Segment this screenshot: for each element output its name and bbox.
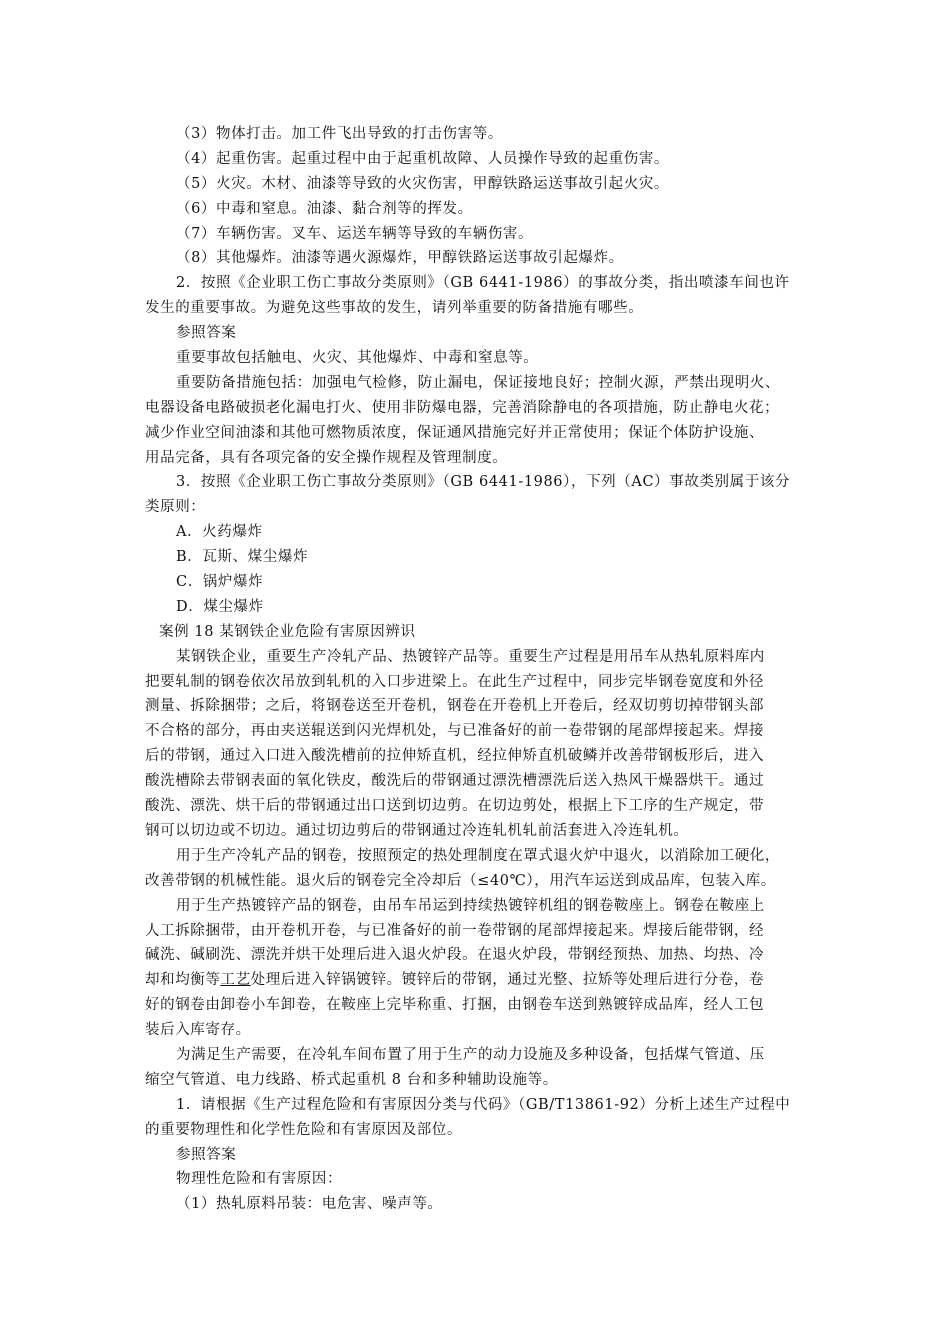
text-line: 重要事故包括触电、火灾、其他爆炸、中毒和窒息等。 [176,350,539,367]
text-line: 把要轧制的钢卷依次吊放到轧机的入口步进梁上。在此生产过程中，同步完毕钢卷宽度和外径 [145,673,765,690]
text-line: 重要防备措施包括：加强电气检修，防止漏电，保证接地良好；控制火源，严禁出现明火、 [176,374,780,391]
text-fragment: 处理后进入锌锅镀锌。镀锌后的带钢，通过光整、拉矫等处理后进行分卷，卷 [250,972,765,989]
text-line: 测量、拆除捆带；之后，将钢卷送至开卷机，钢卷在开卷机上开卷后，经双切剪切掉带钢头部 [145,698,765,715]
question-line: 的重要物理性和化学性危险和有害原因及部位。 [145,1121,463,1138]
option-a: A．火药爆炸 [176,524,263,541]
text-line: （5）火灾。木材、油漆等导致的火灾伤害，甲醇铁路运送事故引起火灾。 [176,175,670,192]
text-line: 物理性危险和有害原因： [176,1171,343,1188]
text-line: 酸洗、漂洗、烘干后的带钢通过出口送到切边剪。在切边剪处，根据上下工序的生产规定，带 [145,798,765,815]
text-line: 钢可以切边或不切边。通过切边剪后的带钢通过冷连轧机轧前活套进入冷连轧机。 [145,822,689,839]
question-line: 1．请根据《生产过程危险和有害原因分类与代码》（GB/T13861-92）分析上述生产过程中 [176,1096,791,1113]
case-heading: 案例 18 某钢铁企业危险有害原因辨识 [159,623,416,640]
question-line: 3．按照《企业职工伤亡事故分类原则》（GB 6441-1986），下列（AC）事故类别属于该分 [176,474,791,491]
text-line: 电器设备电路破损老化漏电打火、使用非防爆电器，完善消除静电的各项措施，防止静电火花； [145,399,780,416]
text-line: 用品完备，具有各项完备的安全操作规程及管理制度。 [145,449,508,466]
text-line: 某钢铁企业，重要生产冷轧产品、热镀锌产品等。重要生产过程是用吊车从热轧原料库内 [176,648,765,665]
answer-heading: 参照答案 [176,325,237,342]
question-line: 2．按照《企业职工伤亡事故分类原则》（GB 6441-1986）的事故分类，指出喷漆车间也许 [176,275,790,292]
text-line: 酸洗槽除去带钢表面的氧化铁皮，酸洗后的带钢通过漂洗槽漂洗后送入热风干燥器烘干。通过 [145,773,765,790]
text-line: （3）物体打击。加工件飞出导致的打击伤害等。 [176,126,503,142]
option-b: B．瓦斯、煤尘爆炸 [176,549,309,566]
text-line: 装后入库寄存。 [145,1022,251,1039]
text-line: 改善带钢的机械性能。退火后的钢卷完全冷却后（≤40℃），用汽车运送到成品库，包装入库。 [145,872,776,889]
text-line: （1）热轧原料吊装：电危害、噪声等。 [176,1196,443,1213]
text-line [145,968,815,993]
document-body [145,122,815,1217]
text-line: 用于生产冷轧产品的钢卷，按照预定的热处理制度在罩式退火炉中退火，以消除加工硬化， [176,847,780,864]
text-line: （8）其他爆炸。油漆等遇火源爆炸，甲醇铁路运送事故引起爆炸。 [176,250,624,267]
question-line: 发生的重要事故。为避免这些事故的发生，请列举重要的防备措施有哪些。 [145,300,644,317]
text-line: 好的钢卷由卸卷小车卸卷，在鞍座上完毕称重、打捆，由钢卷车送到熟镀锌成品库，经人工包 [145,997,765,1014]
text-line: 不合格的部分，再由夹送辊送到闪光焊机处，与已准备好的前一卷带钢的尾部焊接起来。焊接 [145,723,765,740]
answer-heading: 参照答案 [176,1146,237,1163]
text-line: 人工拆除捆带，由开卷机开卷，与已准备好的前一卷带钢的尾部焊接起来。焊接后能带钢，经 [145,922,765,939]
option-c: C．锅炉爆炸 [176,574,264,591]
text-line: （6）中毒和窒息。油漆、黏合剂等的挥发。 [176,200,473,217]
option-d: D．煤尘爆炸 [176,598,264,615]
text-fragment: 却和均衡等 [145,972,221,989]
text-line: （4）起重伤害。起重过程中由于起重机故障、人员操作导致的起重伤害。 [176,150,670,167]
text-line: 缩空气管道、电力线路、桥式起重机 8 台和多种辅助设施等。 [145,1071,558,1088]
underlined-term: 工艺 [220,972,251,989]
text-line: 为满足生产需要，在冷轧车间布置了用于生产的动力设施及多种设备，包括煤气管道、压 [176,1046,765,1063]
text-line: 后的带钢，通过入口进入酸洗槽前的拉伸矫直机，经拉伸矫直机破鳞并改善带钢板形后，进入 [145,748,765,765]
text-line: 减少作业空间油漆和其他可燃物质浓度，保证通风措施完好并正常使用；保证个体防护设施、 [145,424,765,441]
question-line: 类原则： [145,499,206,516]
text-line: 碱洗、碱刷洗、漂洗并烘干处理后进入退火炉段。在退火炉段，带钢经预热、加热、均热、冷 [145,947,765,964]
text-line: （7）车辆伤害。叉车、运送车辆等导致的车辆伤害。 [176,225,534,242]
text-line: 用于生产热镀锌产品的钢卷，由吊车吊运到持续热镀锌机组的钢卷鞍座上。钢卷在鞍座上 [176,897,765,914]
